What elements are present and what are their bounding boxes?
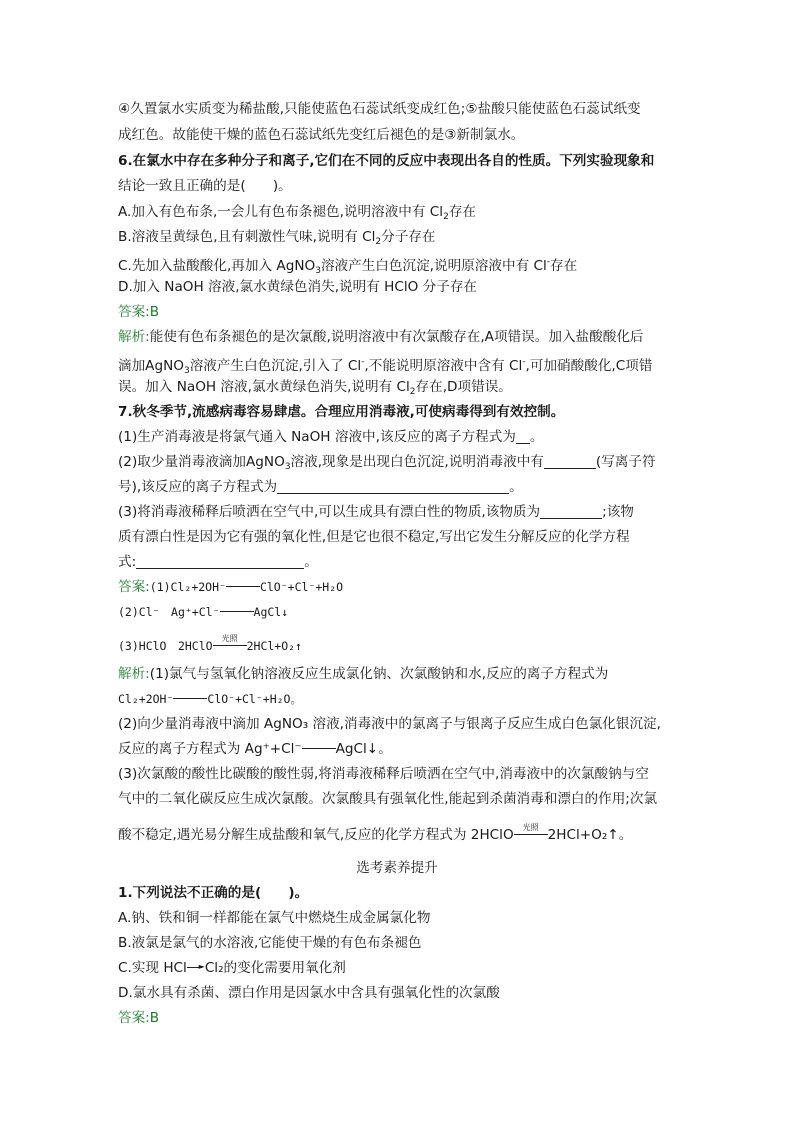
question-6-stem-2: 结论一致且正确的是( )。 xyxy=(118,178,292,194)
equals-arrow xyxy=(514,823,548,840)
question-6-analysis xyxy=(118,328,644,346)
question-text: ;该物 xyxy=(602,504,634,520)
question-7-analysis-7 xyxy=(118,823,633,844)
question-7-sub-1 xyxy=(118,428,543,446)
question-7-sub-2 xyxy=(118,453,656,476)
question-6-analysis-2 xyxy=(118,353,652,380)
superscript: - xyxy=(361,357,365,367)
question-6-stem-text: 6.在氯水中存在多种分子和离子,它们在不同的反应中表现出各自的性质。下列实验现象和 xyxy=(118,153,655,169)
subscript: 3 xyxy=(183,366,190,376)
section-title: 选考素养提升 xyxy=(356,860,438,876)
equation: Cl₂+2OH⁻ xyxy=(118,692,174,706)
reaction-condition: 光照 xyxy=(221,634,238,643)
question-7-analysis-5: (3)次氯酸的酸性比碳酸的酸性弱,将消毒液稀释后喷洒在空气中,消毒液中的次氯酸钠与空 xyxy=(118,766,649,782)
question-text: 式: xyxy=(118,554,137,570)
question-text: 溶液,现象是出现白色沉淀,说明消毒液中有 xyxy=(290,454,544,470)
equation: ClO⁻+Cl⁻+H₂O xyxy=(259,580,344,594)
equation: 2HCl+O₂↑ xyxy=(246,639,302,653)
analysis-text: AgCl↓。 xyxy=(335,741,392,757)
analysis-text: 能使有色布条褪色的是次氯酸,说明溶液中有次氯酸存在,A项错误。加入盐酸酸化后 xyxy=(149,329,644,345)
equals-arrow xyxy=(226,580,260,592)
question-7-analysis-2 xyxy=(118,690,302,708)
answer-blank xyxy=(544,454,596,469)
question-text: 。 xyxy=(509,479,523,495)
equation: (1)Cl₂+2OH⁻ xyxy=(149,580,226,594)
question-6-answer: 答案:B xyxy=(118,304,160,320)
option-text: B.溶液呈黄绿色,且有刺激性气味,说明有 Cl xyxy=(118,229,376,245)
analysis-label: 解析: xyxy=(118,666,150,682)
answer-label: 答案: xyxy=(118,579,150,595)
option-text: A.加入有色布条,一会儿有色布条褪色,说明溶液中有 Cl xyxy=(118,204,444,220)
equals-arrow xyxy=(220,605,254,617)
question-text: (1)生产消毒液是将氯气通入 NaOH 溶液中,该反应的离子方程式为 xyxy=(118,429,516,445)
analysis-text: 溶液产生白色沉淀,引入了 Cl xyxy=(189,358,362,374)
equation: (3)HClO 2HClO xyxy=(118,639,213,653)
answer-blank xyxy=(277,479,509,494)
section-question-1-stem: 1.下列说法不正确的是( )。 xyxy=(118,885,309,901)
option-text: C.先加入盐酸酸化,再加入 AgNO xyxy=(118,258,316,274)
question-text: 。 xyxy=(304,554,318,570)
subscript: 2 xyxy=(443,212,449,222)
question-text: (3)将消毒液稀释后喷洒在空气中,可以生成具有漂白性的物质,该物质为 xyxy=(118,504,541,520)
subscript: 3 xyxy=(315,266,321,276)
section-question-1-option-d: D.氯水具有杀菌、漂白作用是因氯水中含具有强氧化性的次氯酸 xyxy=(118,985,500,1001)
answer-blank xyxy=(136,554,304,569)
analysis-text: ,可加硝酸酸化,C项错 xyxy=(525,358,653,374)
analysis-text: (1)氯气与氢氧化钠溶液反应生成氯化钠、次氯酸钠和水,反应的离子方程式为 xyxy=(149,666,609,682)
question-6-option-b xyxy=(118,228,436,251)
question-text: 号),该反应的离子方程式为 xyxy=(118,479,278,495)
superscript: - xyxy=(522,357,526,367)
section-question-1-option-c xyxy=(118,959,346,977)
question-7-sub-3 xyxy=(118,503,634,521)
analysis-text: 存在,D项错误。 xyxy=(415,379,512,395)
analysis-label: 解析: xyxy=(118,329,150,345)
reaction-condition: 光照 xyxy=(522,823,539,832)
option-text: 存在 xyxy=(550,258,578,274)
subscript: 2 xyxy=(375,237,382,247)
equals-arrow xyxy=(173,692,207,704)
superscript: - xyxy=(546,257,551,267)
subscript: 3 xyxy=(284,462,291,472)
equation: (2)Cl⁻ Ag⁺+Cl⁻ xyxy=(118,605,220,619)
answer-blank xyxy=(516,429,530,444)
section-question-1-option-a: A.钠、铁和铜一样都能在氯气中燃烧生成金属氯化物 xyxy=(118,910,431,926)
section-question-1-option-b: B.液氯是氯气的水溶液,它能使干燥的有色布条褪色 xyxy=(118,935,422,951)
equation: ClO⁻+Cl⁻+H₂O。 xyxy=(207,692,302,706)
analysis-text: ,不能说明原溶液中含有 Cl xyxy=(364,358,523,374)
question-6-option-a xyxy=(118,203,476,226)
option-text: C.实现 HCl xyxy=(118,960,187,976)
question-7-analysis-3: (2)向少量消毒液中滴加 AgNO₃ 溶液,消毒液中的氯离子与银离子反应生成白色氯化银沉淀, xyxy=(118,716,661,732)
question-7-analysis-4 xyxy=(118,740,392,758)
section-question-1-answer: 答案:B xyxy=(118,1010,160,1026)
reaction-arrow-icon: ► xyxy=(187,962,205,972)
option-text: Cl₂的变化需要用氧化剂 xyxy=(204,960,346,976)
subscript: 2 xyxy=(409,387,416,397)
question-text: 。 xyxy=(529,429,544,445)
option-text: 溶液产生白色沉淀,说明原溶液中有 Cl xyxy=(320,258,547,274)
analysis-text: 滴加AgNO xyxy=(118,358,184,374)
question-7-answer-2 xyxy=(118,603,288,621)
question-7-sub-3b: 质有漂白性是因为它有强的氧化性,但是它也很不稳定,写出它发生分解反应的化学方程 xyxy=(118,529,630,545)
equals-arrow xyxy=(213,634,247,651)
question-7-analysis xyxy=(118,665,608,683)
question-7-sub-2b xyxy=(118,478,523,496)
question-7-stem: 7.秋冬季节,流感病毒容易肆虐。合理应用消毒液,可使病毒得到有效控制。 xyxy=(118,404,565,420)
answer-blank xyxy=(540,504,602,519)
question-6-option-c xyxy=(118,253,577,280)
analysis-text: 误。加入 NaOH 溶液,氯水黄绿色消失,说明有 Cl xyxy=(118,379,410,395)
question-text: (写离子符 xyxy=(595,454,656,470)
question-6-option-d: D.加入 NaOH 溶液,氯水黄绿色消失,说明有 HClO 分子存在 xyxy=(118,279,478,295)
text-line: 成红色。故能使干燥的蓝色石蕊试纸先变红后褪色的是③新制氯水。 xyxy=(118,127,525,143)
question-7-analysis-6: 气中的二氧化碳反应生成次氯酸。次氯酸具有强氧化性,能起到杀菌消毒和漂白的作用;次氯 xyxy=(118,791,658,807)
question-7-sub-3c xyxy=(118,553,318,571)
text-line: ④久置氯水实质变为稀盐酸,只能使蓝色石蕊试纸变成红色;⑤盐酸只能使蓝色石蕊试纸变 xyxy=(118,101,641,117)
question-7-answer xyxy=(118,578,343,596)
analysis-text: 反应的离子方程式为 Ag⁺+Cl⁻ xyxy=(118,741,302,757)
question-6-stem xyxy=(118,152,654,170)
option-text: 存在 xyxy=(448,204,477,220)
question-text: (2)取少量消毒液滴加AgNO xyxy=(118,454,285,470)
equation: AgCl↓ xyxy=(253,605,289,619)
equals-arrow xyxy=(302,742,336,754)
question-7-answer-3 xyxy=(118,634,302,655)
question-6-analysis-3 xyxy=(118,378,512,401)
option-text: 分子存在 xyxy=(381,229,436,245)
analysis-text: 酸不稳定,遇光易分解生成盐酸和氧气,反应的化学方程式为 2HClO xyxy=(118,827,514,843)
analysis-text: 2HCl+O₂↑。 xyxy=(547,827,633,843)
